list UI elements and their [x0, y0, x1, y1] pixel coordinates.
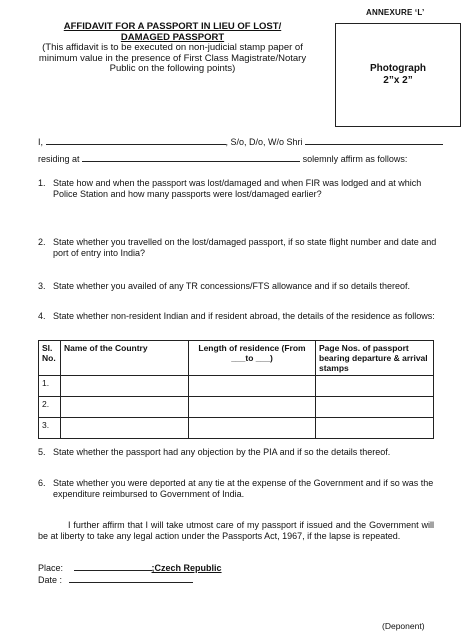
- question-number: 2.: [38, 237, 46, 247]
- affirmation-text: I further affirm that I will take utmost care of my passport if issued and the Government will be at liberty to take any legal action under the Passports Act, 1967, if the lapse is repeated.: [38, 520, 434, 541]
- residence-table: [38, 340, 434, 439]
- title-note-1: (This affidavit is to be executed on non-judicial stamp paper of: [42, 42, 303, 53]
- question-number: 6.: [38, 478, 46, 488]
- annexure-label: ANNEXURE ‘L’: [366, 8, 425, 17]
- question-number: 5.: [38, 447, 46, 457]
- question-number: 1.: [38, 178, 46, 188]
- question-text: State whether non-resident Indian and if resident abroad, the details of the residence as follows:: [53, 311, 435, 321]
- length-cell[interactable]: [189, 418, 316, 439]
- question-6: [38, 478, 438, 500]
- address-blank[interactable]: [82, 152, 300, 162]
- affirm-label: solemnly affirm as follows:: [302, 154, 408, 164]
- pages-cell[interactable]: [316, 418, 434, 439]
- pages-cell[interactable]: [316, 376, 434, 397]
- title-line-2: DAMAGED PASSPORT: [120, 31, 225, 43]
- question-text: State whether you were deported at any tie at the expense of the Government and if so was the expenditure reimbursed to Government of India.: [53, 478, 434, 499]
- place-value: ;Czech Republic: [151, 563, 222, 573]
- length-cell[interactable]: [189, 397, 316, 418]
- header-sl-no: Sl. No.: [39, 341, 61, 376]
- title-note-3: Public on the following points): [109, 63, 236, 74]
- question-3: [38, 281, 438, 292]
- photograph-box: [335, 23, 461, 127]
- date-line: [38, 573, 193, 586]
- header-country: Name of the Country: [61, 341, 189, 376]
- country-cell[interactable]: [61, 418, 189, 439]
- length-cell[interactable]: [189, 376, 316, 397]
- row-number: 2.: [39, 397, 61, 418]
- question-4: [38, 311, 438, 322]
- affirmation-paragraph: [38, 520, 434, 542]
- question-1: [38, 178, 438, 200]
- title-note-2: minimum value in the presence of First Class Magistrate/Notary: [38, 52, 307, 64]
- date-label: Date :: [38, 575, 63, 585]
- table-row: [39, 376, 434, 397]
- father-name-blank[interactable]: [305, 135, 443, 145]
- residence-line: [38, 152, 407, 165]
- country-cell[interactable]: [61, 376, 189, 397]
- row-number: 3.: [39, 418, 61, 439]
- date-blank[interactable]: [69, 573, 193, 583]
- row-number: 1.: [39, 376, 61, 397]
- question-2: [38, 237, 438, 259]
- header-page-nos: Page Nos. of passport bearing departure & arrival stamps: [316, 341, 434, 376]
- photograph-size: 2”x 2”: [383, 75, 413, 86]
- question-5: [38, 447, 438, 458]
- question-number: 4.: [38, 311, 46, 321]
- place-label: Place:: [38, 563, 64, 573]
- title-block: [25, 22, 320, 75]
- table-row: [39, 418, 434, 439]
- table-row: [39, 397, 434, 418]
- name-blank[interactable]: [46, 135, 226, 145]
- identity-relation: , S/o, D/o, W/o Shri: [225, 137, 303, 147]
- deponent-label: (Deponent): [382, 621, 425, 631]
- photograph-label: Photograph: [369, 63, 427, 74]
- question-text: State whether the passport had any objection by the PIA and if so the details thereof.: [53, 447, 391, 457]
- title-line-1: AFFIDAVIT FOR A PASSPORT IN LIEU OF LOST/: [63, 21, 282, 32]
- place-blank[interactable]: [74, 561, 152, 571]
- pages-cell[interactable]: [316, 397, 434, 418]
- residing-label: residing at: [38, 154, 80, 164]
- question-number: 3.: [38, 281, 46, 291]
- identity-prefix: I,: [38, 137, 44, 147]
- header-length: Length of residence (From ___to ___): [189, 341, 316, 376]
- question-text: State whether you availed of any TR concessions/FTS allowance and if so details thereof.: [53, 281, 411, 291]
- question-text: State how and when the passport was lost/damaged and when FIR was lodged and at which Police Station and how many passports were lost/damaged earlier?: [53, 178, 422, 199]
- question-text: State whether you travelled on the lost/damaged passport, if so state flight number and date and port of entry into India?: [53, 237, 437, 258]
- identity-line: [38, 135, 443, 148]
- country-cell[interactable]: [61, 397, 189, 418]
- table-header-row: [39, 341, 434, 376]
